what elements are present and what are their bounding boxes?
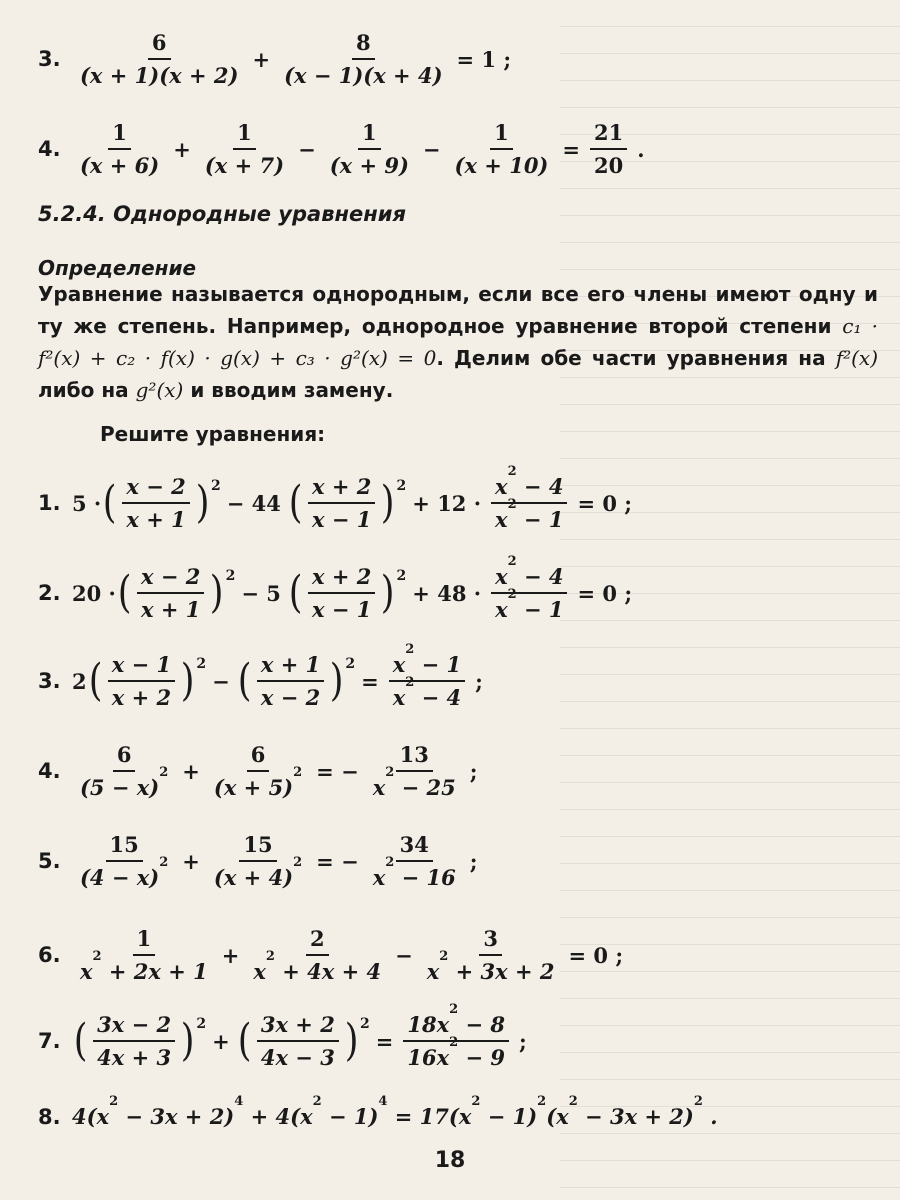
equation-7 — [38, 1002, 533, 1070]
equation-number: 4. — [38, 759, 61, 783]
equation-4 — [38, 742, 483, 800]
formula: 5 · ( x − 2 x + 1 ) 2 − 44 ( x + 2 x − 1 ) 2 + 12 · $\frac{x^2 - 4}{x^2 - 1}$ = 0 ; — [72, 464, 633, 532]
equation-number: 6. — [38, 943, 61, 967]
definition-text-1: Уравнение называется однородным, если все его члены имеют одну и ту же степень. Например, однородное уравнение второй степени — [38, 282, 878, 338]
formula: 2 ( x − 1 x + 2 ) 2 − ( x + 1 x − 2 ) 2 = $\frac{x^2 - 1}{x^2 - 4}$ ; — [72, 642, 483, 710]
top-equation-3 — [38, 30, 517, 88]
equation-5 — [38, 832, 483, 890]
equation-number: 2. — [38, 581, 61, 605]
equation-2 — [38, 554, 638, 622]
definition-title: Определение — [38, 256, 197, 280]
definition-text-4: и вводим замену. — [190, 378, 394, 402]
equation-1 — [38, 464, 638, 532]
equation-number: 7. — [38, 1029, 61, 1053]
definition-formula: c₁ · f²(x) + c₂ · f(x) · g(x) + c₃ · g²(x) = 0 — [38, 314, 879, 370]
definition-g2: g²(x) — [135, 378, 184, 402]
definition-text-3: либо на — [38, 378, 129, 402]
definition-f2: f²(x) — [835, 346, 878, 370]
page-number: 18 — [434, 1148, 466, 1173]
formula: 20 · ( x − 2 x + 1 ) 2 − 5 ( x + 2 x − 1 ) 2 + 48 · $\frac{x^2 - 4}{x^2 - 1}$ = 0 ; — [72, 554, 633, 622]
definition-text-2: . Делим обе части уравнения на — [436, 346, 826, 370]
equation-number: 5. — [38, 849, 61, 873]
formula: 15 $(4 - x)^2$ + $\frac{15}{(x + 4)^2}$ = − $\frac{34}{x^2 - 16}$ ; — [80, 832, 478, 890]
equation-6 — [38, 926, 629, 984]
top-equation-4 — [38, 120, 651, 178]
equation-number: 1. — [38, 491, 61, 515]
formula: 1 $x^2 + 2x + 1$ + $\frac{2}{x^2 + 4x + 4}$ − $\frac{3}{x^2 + 3x + 2}$ = 0 ; — [80, 926, 624, 984]
task-instruction: Решите уравнения: — [100, 422, 326, 446]
formula: ( 3x − 2 4x + 3 ) 2 + ( 3x + 2 4x − 3 ) 2 = $\frac{18x^2 - 8}{16x^2 - 9}$ ; — [73, 1002, 527, 1070]
section-heading: 5.2.4. Однородные уравнения — [38, 202, 406, 226]
equation-number: 4. — [38, 137, 61, 161]
formula: 1 (x + 6) + $\frac{1}{(x + 7)}$ − $\frac{1}{(x + 9)}$ − $\frac{1}{(x + 10)}$ = $\frac{21}{20}$ . — [80, 120, 645, 178]
equation-8 — [38, 1094, 718, 1129]
formula: 6 $(5 - x)^2$ + $\frac{6}{(x + 5)^2}$ = − $\frac{13}{x^2 - 25}$ ; — [80, 742, 478, 800]
equation-number: 3. — [38, 47, 61, 71]
definition-text — [38, 278, 878, 406]
equation-number: 8. — [38, 1104, 61, 1129]
equation-3 — [38, 642, 489, 710]
formula: 6 (x + 1)(x + 2) + $\frac{8}{(x - 1)(x + 4)}$ = 1 ; — [80, 30, 512, 88]
formula: $4(x^2 - 3x + 2)^4 + 4(x^2 - 1)^4 = 17(x^2 - 1)^2(x^2 - 3x + 2)^2$ . — [72, 1094, 718, 1129]
equation-number: 3. — [38, 669, 61, 693]
